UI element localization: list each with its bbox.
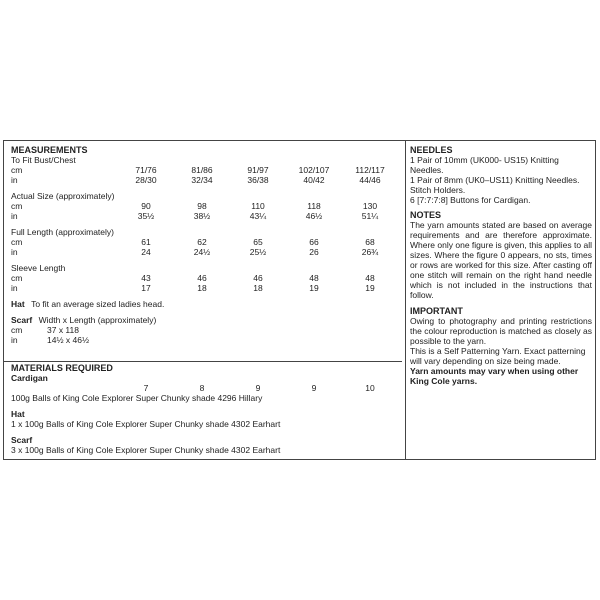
length-cm-row <box>11 237 401 247</box>
cardigan-count-4: 9 <box>311 383 317 393</box>
materials-heading: MATERIALS REQUIRED <box>11 363 113 373</box>
actual-size-label: Actual Size (approximately) <box>11 191 115 201</box>
materials-section <box>11 363 401 455</box>
in-label: in <box>11 247 18 257</box>
scarf-in-row <box>11 335 401 345</box>
actual-in-2: 38½ <box>193 211 211 221</box>
sleeve-in-4: 19 <box>309 283 319 293</box>
sleeve-length-label: Sleeve Length <box>11 263 66 273</box>
fit-cm-3: 91/97 <box>247 165 269 175</box>
actual-cm-1: 90 <box>141 201 151 211</box>
length-in-row <box>11 247 401 257</box>
materials-divider <box>4 361 402 362</box>
notes-text: The yarn amounts stated are based on average requirements and are therefore approximate. Where only one figure is given, this applies to all sizes. Where the figure 0 appears, no sts, times or rows are worked for this size. After casting off one stitch will remain on the right hand needle which is not included in the instructions that follow. <box>410 220 592 300</box>
scarf-measure-line <box>11 315 401 325</box>
length-in-5: 26¾ <box>361 247 379 257</box>
sleeve-in-row <box>11 283 401 293</box>
scarf-in-value: 14½ x 46½ <box>47 335 90 345</box>
fit-label: To Fit Bust/Chest <box>11 155 76 165</box>
in-label: in <box>11 283 18 293</box>
length-cm-3: 65 <box>253 237 263 247</box>
cardigan-count-2: 8 <box>199 383 205 393</box>
measurements-heading: MEASUREMENTS <box>11 145 88 155</box>
fit-cm-2: 81/86 <box>191 165 213 175</box>
fit-in-3: 36/38 <box>247 175 269 185</box>
hat-material-title: Hat <box>11 409 25 419</box>
length-in-4: 26 <box>309 247 319 257</box>
cm-label: cm <box>11 201 23 211</box>
needles-line-3: Stitch Holders. <box>410 185 466 195</box>
cardigan-count-3: 9 <box>255 383 261 393</box>
notes-heading: NOTES <box>410 210 442 220</box>
cm-label: cm <box>11 237 23 247</box>
actual-cm-4: 118 <box>307 201 321 211</box>
in-label: in <box>11 335 18 345</box>
sleeve-in-1: 17 <box>141 283 151 293</box>
scarf-yarn-text: 3 x 100g Balls of King Cole Explorer Super Chunky shade 4302 Earhart <box>11 445 281 455</box>
fit-cm-1: 71/76 <box>135 165 157 175</box>
needles-heading: NEEDLES <box>410 145 453 155</box>
measurements-section <box>11 145 401 345</box>
cardigan-title: Cardigan <box>11 373 48 383</box>
important-heading: IMPORTANT <box>410 306 463 316</box>
actual-in-5: 51¼ <box>361 211 379 221</box>
scarf-cm-value: 37 x 118 <box>47 325 79 335</box>
fit-in-4: 40/42 <box>303 175 325 185</box>
fit-in-row <box>11 175 401 185</box>
length-cm-2: 62 <box>197 237 207 247</box>
actual-cm-5: 130 <box>362 201 378 211</box>
cm-label: cm <box>11 325 23 335</box>
sleeve-in-2: 18 <box>197 283 207 293</box>
length-cm-5: 68 <box>365 237 375 247</box>
sleeve-cm-2: 46 <box>197 273 207 283</box>
cardigan-counts-row <box>11 383 401 393</box>
actual-cm-2: 98 <box>197 201 207 211</box>
cardigan-yarn-text: 100g Balls of King Cole Explorer Super Chunky shade 4296 Hillary <box>11 393 263 403</box>
scarf-material-title: Scarf <box>11 435 33 445</box>
sleeve-cm-row <box>11 273 401 283</box>
sleeve-cm-5: 48 <box>365 273 375 283</box>
cardigan-count-1: 7 <box>143 383 149 393</box>
cm-label: cm <box>11 273 23 283</box>
important-text-2: This is a Self Patterning Yarn. Exact patterning will vary depending on size being made. <box>410 346 586 366</box>
right-column <box>410 145 592 386</box>
sleeve-cm-4: 48 <box>309 273 319 283</box>
important-text-1: Owing to photography and printing restrictions the colour reproduction is matched as closely as possible to the yarn. <box>410 316 592 346</box>
fit-cm-5: 112/117 <box>355 165 385 175</box>
sleeve-in-5: 19 <box>365 283 375 293</box>
fit-cm-4: 102/107 <box>298 165 330 175</box>
scarf-measure-title: Scarf <box>11 315 33 325</box>
actual-in-1: 35½ <box>137 211 155 221</box>
cardigan-count-5: 10 <box>365 383 375 393</box>
length-cm-1: 61 <box>141 237 151 247</box>
actual-in-4: 46½ <box>305 211 323 221</box>
actual-cm-row <box>11 201 401 211</box>
needles-line-4: 6 [7:7:7:8] Buttons for Cardigan. <box>410 195 531 205</box>
hat-measure-line <box>11 299 401 309</box>
length-in-1: 24 <box>141 247 151 257</box>
hat-measure-title: Hat <box>11 299 25 309</box>
scarf-measure-text: Width x Length (approximately) <box>38 315 157 325</box>
needles-line-2: 1 Pair of 8mm (UK0–US11) Knitting Needles. <box>410 175 580 185</box>
column-divider <box>405 141 406 459</box>
length-in-2: 24½ <box>193 247 211 257</box>
length-cm-4: 66 <box>309 237 319 247</box>
sleeve-cm-3: 46 <box>253 273 263 283</box>
actual-in-row <box>11 211 401 221</box>
fit-cm-row <box>11 165 401 175</box>
hat-yarn-text: 1 x 100g Balls of King Cole Explorer Super Chunky shade 4302 Earhart <box>11 419 281 429</box>
in-label: in <box>11 211 18 221</box>
sleeve-cm-1: 43 <box>141 273 151 283</box>
hat-measure-text: To fit an average sized ladies head. <box>31 299 165 309</box>
fit-in-5: 44/46 <box>359 175 381 185</box>
actual-in-3: 43¼ <box>249 211 267 221</box>
needles-line-1: 1 Pair of 10mm (UK000- US15) Knitting Needles. <box>410 155 559 175</box>
fit-in-1: 28/30 <box>135 175 157 185</box>
cm-label: cm <box>11 165 23 175</box>
pattern-info-table <box>3 140 596 460</box>
full-length-label: Full Length (approximately) <box>11 227 114 237</box>
in-label: in <box>11 175 18 185</box>
important-text-3: Yarn amounts may vary when using other King Cole yarns. <box>410 366 579 386</box>
sleeve-in-3: 18 <box>253 283 263 293</box>
fit-in-2: 32/34 <box>191 175 213 185</box>
scarf-cm-row <box>11 325 401 335</box>
actual-cm-3: 110 <box>251 201 265 211</box>
length-in-3: 25½ <box>249 247 267 257</box>
